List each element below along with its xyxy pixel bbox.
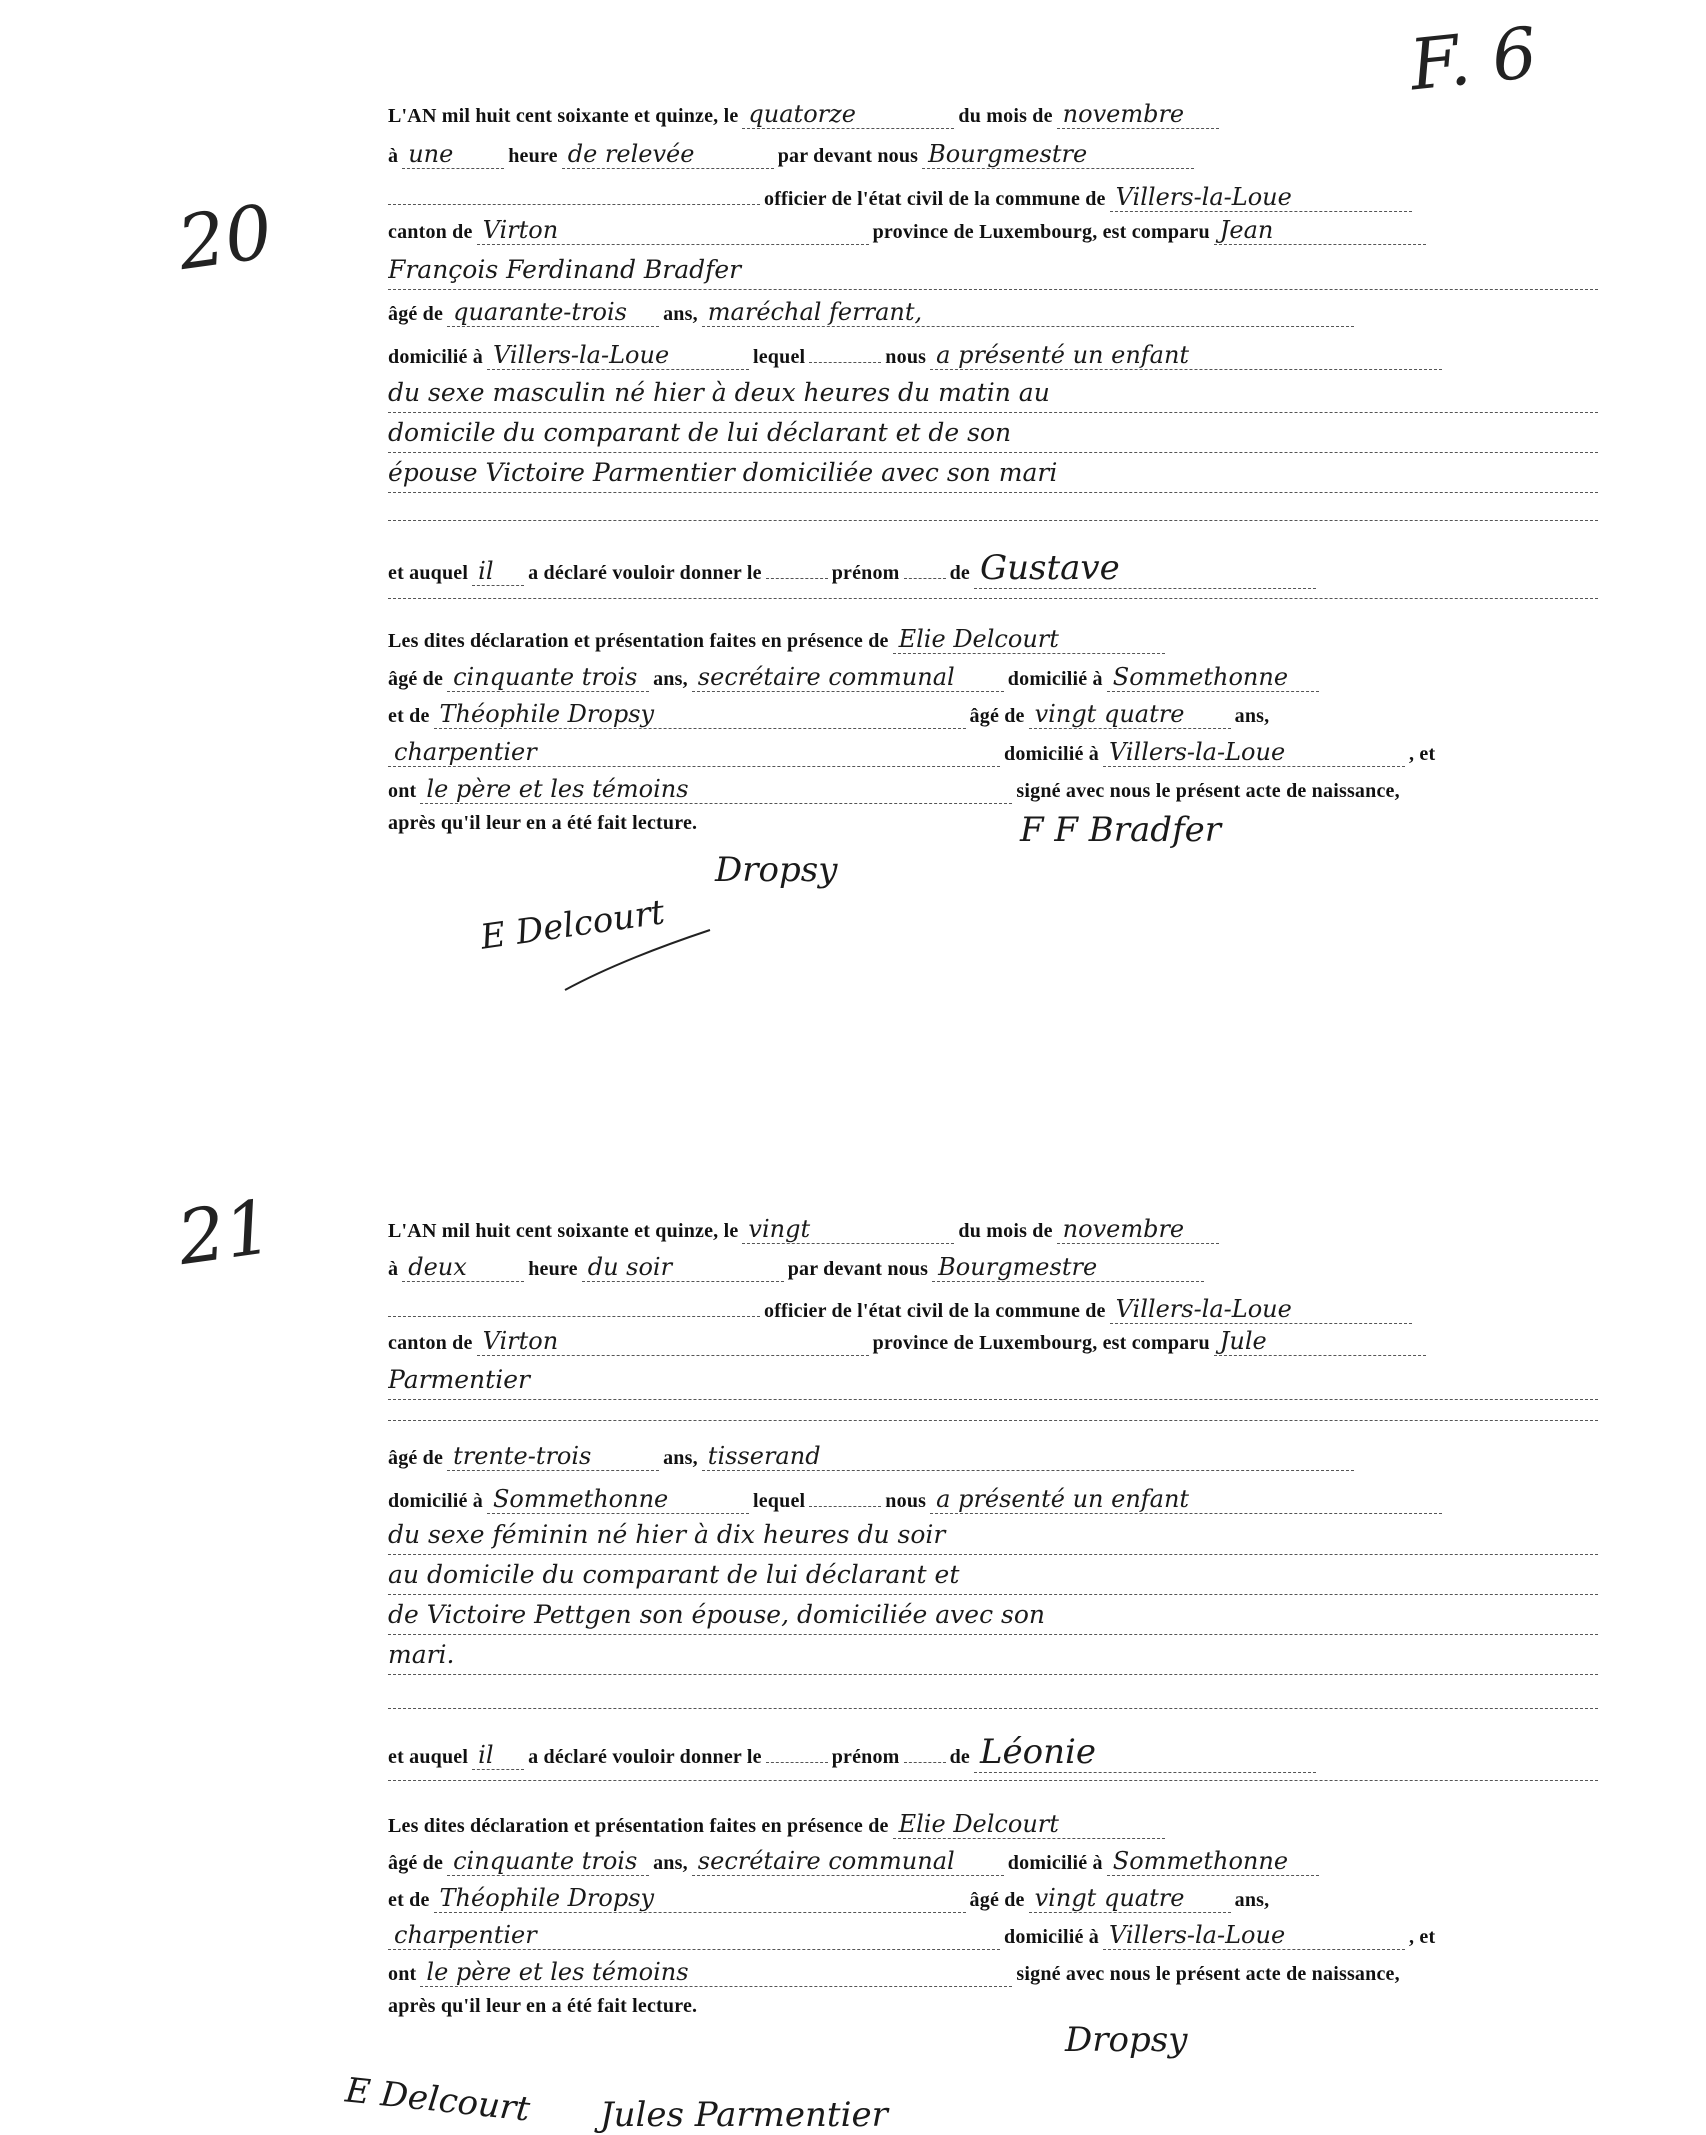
printed-text: ans, (653, 1852, 688, 1874)
printed-text: heure (528, 1258, 578, 1280)
signature-declarant: Jules Parmentier (600, 2095, 888, 2135)
blank-rule (388, 1780, 1598, 1781)
handwritten-witness-1: Elie Delcourt (893, 625, 1165, 654)
record-line (388, 775, 1598, 809)
handwritten-commune: Villers-la-Loue (1110, 183, 1412, 212)
handwritten-body-line: de Victoire Pettgen son épouse, domiciliée avec son (388, 1600, 1598, 1635)
record-line (388, 1921, 1598, 1955)
record-line (388, 1810, 1598, 1844)
signature-witness: Dropsy (715, 850, 838, 890)
record-line (388, 812, 1598, 846)
record-line (388, 663, 1598, 697)
printed-text: signé avec nous le présent acte de naissance, (1016, 1963, 1400, 1985)
handwritten-body-line: mari. (388, 1640, 1598, 1675)
handwritten-body-line: du sexe féminin né hier à dix heures du soir (388, 1520, 1598, 1555)
blank-field (904, 1736, 946, 1763)
printed-text: signé avec nous le présent acte de naissance, (1016, 780, 1400, 802)
handwritten-age: trente-trois (447, 1442, 659, 1471)
printed-text: domicilié à (1007, 1852, 1103, 1874)
handwritten-hour: une (402, 140, 504, 169)
record-line (388, 216, 1598, 250)
record-line (388, 1958, 1598, 1992)
printed-text: Les dites déclaration et présentation faites en présence de (388, 1815, 889, 1837)
record-line (388, 548, 1598, 588)
printed-text: province de Luxembourg, est comparu (872, 221, 1210, 243)
handwritten-witness-profession: secrétaire communal (692, 1847, 1004, 1876)
handwritten-month: novembre (1057, 1215, 1219, 1244)
signature-witness: E Delcourt (343, 2070, 532, 2130)
handwritten-witness-1: Elie Delcourt (893, 1810, 1165, 1839)
printed-text: ans, (663, 303, 698, 325)
handwritten-witness-profession: secrétaire communal (692, 663, 1004, 692)
printed-text: âgé de (388, 303, 444, 325)
handwritten-body-line: au domicile du comparant de lui déclarant et (388, 1560, 1598, 1595)
printed-text: a déclaré vouloir donner le (528, 1746, 762, 1768)
handwritten-official: Bourgmestre (932, 1253, 1204, 1282)
handwritten-body-line: épouse Victoire Parmentier domiciliée avec son mari (388, 458, 1598, 493)
printed-text: lequel (752, 1490, 806, 1512)
handwritten-witness-age: vingt quatre (1029, 1884, 1231, 1913)
printed-text: domicilié à (1007, 668, 1103, 690)
handwritten-declarant-name: François Ferdinand Bradfer (388, 255, 1598, 290)
record-line (388, 140, 1598, 174)
printed-text: ont (388, 780, 417, 802)
record-line (388, 1847, 1598, 1881)
blank-field (809, 1480, 881, 1507)
handwritten-domicile: Sommethonne (487, 1485, 749, 1514)
printed-text: âgé de (388, 1852, 444, 1874)
handwritten-text: le père et les témoins (420, 775, 1012, 804)
printed-text: nous (885, 1490, 927, 1512)
blank-field (388, 178, 760, 205)
handwritten-time-of-day: du soir (582, 1253, 784, 1282)
handwritten-declarant: Jule (1214, 1327, 1426, 1356)
handwritten-witness-domicile: Villers-la-Loue (1103, 738, 1405, 767)
printed-text: domicilié à (388, 346, 483, 368)
printed-text: ans, (653, 668, 688, 690)
blank-rule (388, 520, 1598, 521)
printed-text: après qu'il leur en a été fait lecture. (388, 1995, 698, 2017)
handwritten-witness-domicile: Sommethonne (1107, 1847, 1319, 1876)
record-line (388, 738, 1598, 772)
printed-text: âgé de (969, 705, 1025, 727)
printed-text: et auquel (388, 1746, 469, 1768)
printed-text: lequel (752, 346, 806, 368)
handwritten-witness-age: cinquante trois (447, 1847, 649, 1876)
record-line (388, 1995, 1598, 2029)
handwritten-body-line: domicile du comparant de lui déclarant et de son (388, 418, 1598, 453)
printed-text: heure (508, 145, 558, 167)
handwritten-official: Bourgmestre (922, 140, 1194, 169)
printed-text: de (949, 562, 970, 584)
handwritten-month: novembre (1057, 100, 1219, 129)
printed-text: après qu'il leur en a été fait lecture. (388, 812, 698, 834)
printed-text: canton de (388, 1332, 473, 1354)
printed-text: province de Luxembourg, est comparu (872, 1332, 1210, 1354)
handwritten-commune: Villers-la-Loue (1110, 1295, 1412, 1324)
blank-field (766, 552, 828, 579)
printed-text: par devant nous (787, 1258, 929, 1280)
record-line (388, 178, 1598, 212)
printed-text: et de (388, 705, 430, 727)
printed-text: ans, (1234, 1889, 1270, 1911)
printed-text: de (949, 1746, 970, 1768)
handwritten-domicile: Villers-la-Loue (487, 341, 749, 370)
printed-text: à (388, 145, 399, 167)
printed-text: domicilié à (1004, 1926, 1099, 1948)
printed-text: canton de (388, 221, 473, 243)
handwritten-body-line: du sexe masculin né hier à deux heures du matin au (388, 378, 1598, 413)
record-line (388, 700, 1598, 734)
printed-text: et auquel (388, 562, 469, 584)
signature-witness: E Delcourt (478, 892, 668, 958)
record-line (388, 1442, 1598, 1476)
record-line (388, 1253, 1598, 1287)
handwritten-profession: maréchal ferrant, (702, 298, 1354, 327)
handwritten-canton: Virton (477, 1327, 869, 1356)
handwritten-day: vingt (742, 1215, 954, 1244)
printed-text: du mois de (958, 105, 1053, 127)
handwritten-witness-2: Théophile Dropsy (434, 700, 966, 729)
record-line (388, 1732, 1598, 1772)
handwritten-witness-age: cinquante trois (447, 663, 649, 692)
record-number: 20 (172, 188, 278, 288)
printed-text: , et (1408, 743, 1436, 765)
printed-text: ans, (1234, 705, 1270, 727)
blank-rule (388, 1420, 1598, 1421)
handwritten-witness-domicile: Sommethonne (1107, 663, 1319, 692)
printed-text: domicilié à (388, 1490, 483, 1512)
printed-text: et de (388, 1889, 430, 1911)
record-line (388, 100, 1598, 134)
handwritten-declarant: Jean (1214, 216, 1426, 245)
record-line (388, 1215, 1598, 1249)
printed-text: ans, (663, 1447, 698, 1469)
folio-mark: F. 6 (1406, 11, 1541, 107)
printed-text: du mois de (958, 1220, 1053, 1242)
printed-text: officier de l'état civil de la commune de (764, 188, 1106, 210)
printed-text: officier de l'état civil de la commune de (764, 1300, 1106, 1322)
printed-text: par devant nous (777, 145, 919, 167)
printed-text: prénom (831, 1746, 900, 1768)
handwritten-text: le père et les témoins (420, 1958, 1012, 1987)
record-line (388, 298, 1598, 332)
handwritten-pronoun: il (472, 557, 524, 586)
handwritten-pronoun: il (472, 1741, 524, 1770)
handwritten-declarant-name: Parmentier (388, 1365, 1598, 1400)
printed-text: L'AN mil huit cent soixante et quinze, le (388, 105, 739, 127)
blank-field (388, 1290, 760, 1317)
blank-field (809, 336, 881, 363)
handwritten-time-of-day: de relevée (562, 140, 774, 169)
handwritten-profession: tisserand (702, 1442, 1354, 1471)
blank-field (766, 1736, 828, 1763)
handwritten-witness-age: vingt quatre (1029, 700, 1231, 729)
signature-witness: Dropsy (1065, 2020, 1188, 2060)
blank-field (904, 552, 946, 579)
printed-text: domicilié à (1004, 743, 1099, 765)
printed-text: à (388, 1258, 399, 1280)
printed-text: prénom (831, 562, 900, 584)
handwritten-text: a présenté un enfant (930, 1485, 1442, 1514)
printed-text: nous (885, 346, 927, 368)
record-line (388, 1290, 1598, 1324)
printed-text: a déclaré vouloir donner le (528, 562, 762, 584)
handwritten-given-name: Léonie (974, 1732, 1316, 1773)
blank-rule (388, 598, 1598, 599)
printed-text: ont (388, 1963, 417, 1985)
printed-text: , et (1408, 1926, 1436, 1948)
printed-text: âgé de (388, 668, 444, 690)
handwritten-given-name: Gustave (974, 548, 1316, 589)
record-line (388, 625, 1598, 659)
handwritten-witness-profession: charpentier (388, 1921, 1000, 1950)
record-line (388, 336, 1598, 370)
signature-flourish (560, 920, 720, 1010)
printed-text: L'AN mil huit cent soixante et quinze, le (388, 1220, 739, 1242)
record-line (388, 1884, 1598, 1918)
record-number: 21 (172, 1183, 278, 1283)
signature-declarant: F F Bradfer (1020, 810, 1222, 850)
handwritten-hour: deux (402, 1253, 524, 1282)
printed-text: Les dites déclaration et présentation faites en présence de (388, 630, 889, 652)
blank-rule (388, 1708, 1598, 1709)
printed-text: âgé de (388, 1447, 444, 1469)
handwritten-text: a présenté un enfant (930, 341, 1442, 370)
handwritten-canton: Virton (477, 216, 869, 245)
record-line (388, 1480, 1598, 1514)
handwritten-witness-domicile: Villers-la-Loue (1103, 1921, 1405, 1950)
handwritten-day: quatorze (742, 100, 954, 129)
printed-text: âgé de (969, 1889, 1025, 1911)
handwritten-witness-profession: charpentier (388, 738, 1000, 767)
handwritten-age: quarante-trois (447, 298, 659, 327)
handwritten-witness-2: Théophile Dropsy (434, 1884, 966, 1913)
record-line (388, 1327, 1598, 1361)
